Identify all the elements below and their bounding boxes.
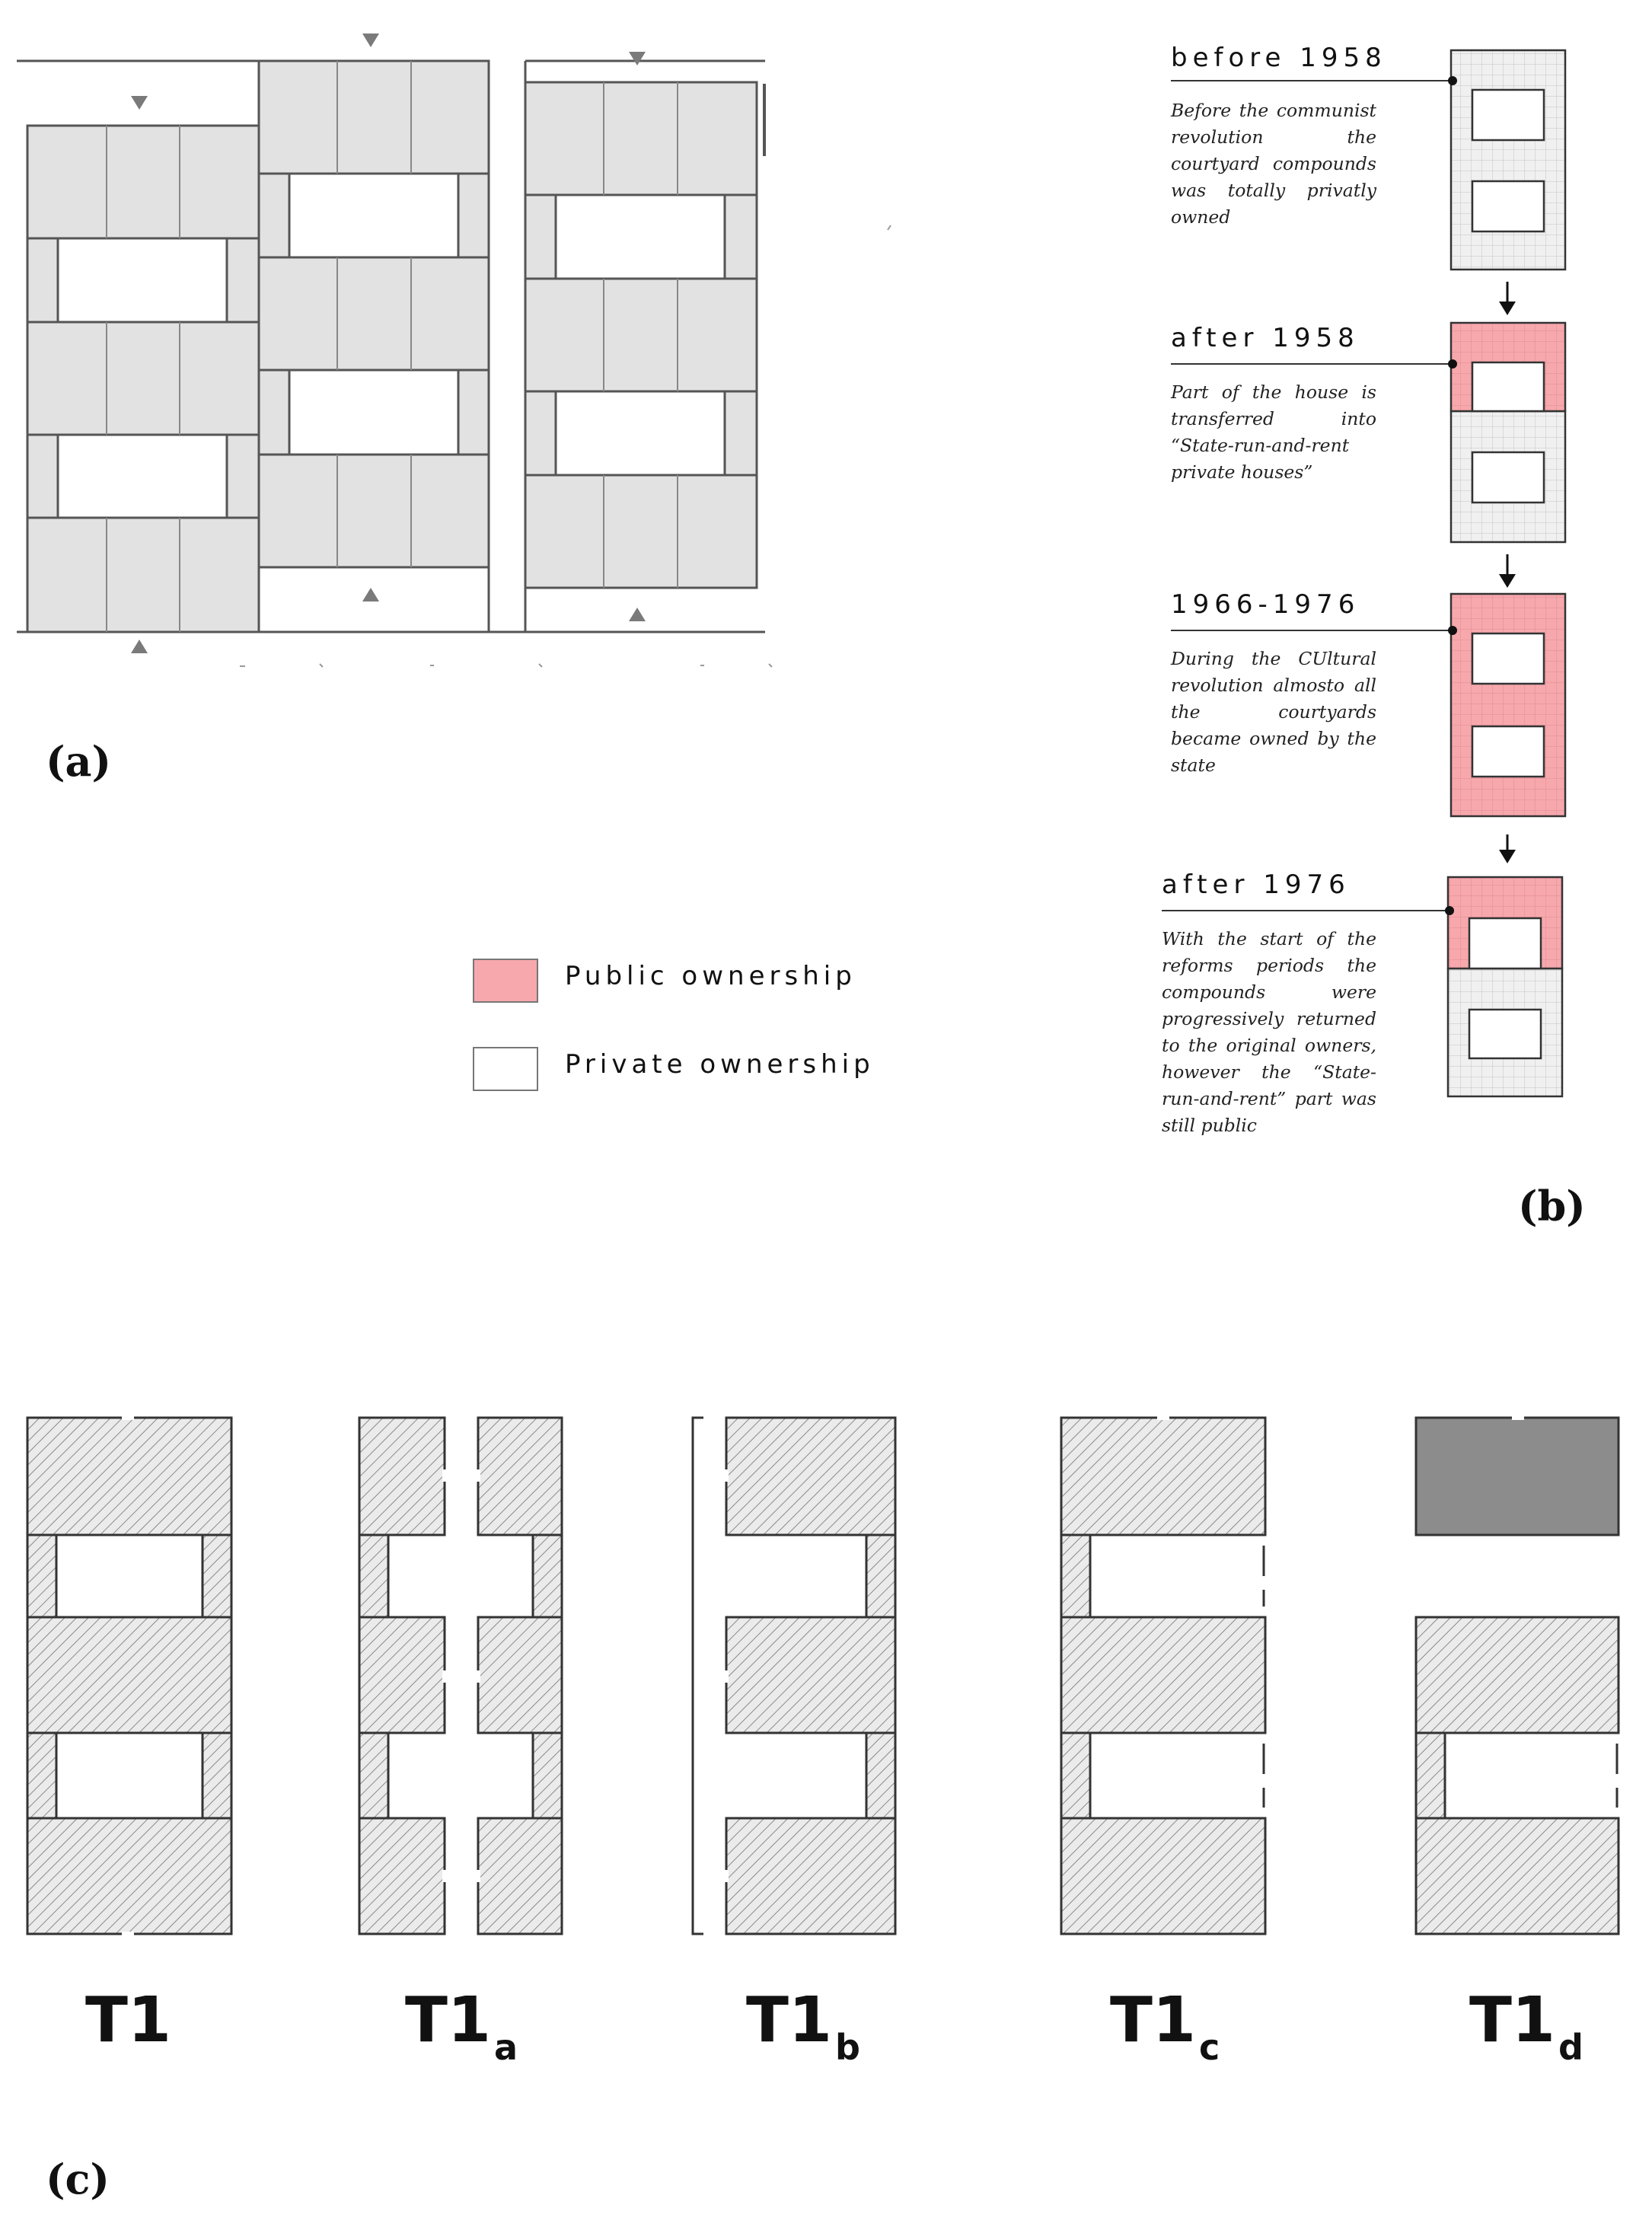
- type-t1a-diagram: [359, 1418, 562, 1934]
- compound-1: [27, 126, 259, 632]
- stage-1-diagram: [1451, 50, 1565, 270]
- type-label-t1a: $T1_a$: [405, 1984, 518, 2068]
- panel-a-site-plan: [17, 34, 891, 667]
- legend-swatch-private: [474, 1048, 537, 1090]
- type-t1b-diagram: [693, 1418, 895, 1934]
- timeline-title-2: after 1958: [1171, 323, 1360, 353]
- panel-label-a: (a): [46, 737, 112, 786]
- entrance-marker: [629, 608, 646, 621]
- legend-swatch-public: [474, 959, 537, 1002]
- type-label-t1: T1: [85, 1984, 171, 2056]
- stage-3-diagram: [1451, 594, 1565, 816]
- timeline-desc-2: Part of the house is transferred into “State-run-and-rent private houses”: [1171, 381, 1376, 483]
- stage-4-diagram: [1448, 877, 1562, 1096]
- timeline-title-4: after 1976: [1162, 869, 1351, 900]
- type-label-t1c: $T1_c$: [1110, 1984, 1220, 2068]
- entrance-marker: [629, 52, 646, 65]
- type-t1-diagram: [27, 1418, 231, 1934]
- timeline-desc-1: Before the communist revolution the courtyard compounds was totally privatly owned: [1171, 100, 1376, 228]
- entrance-marker: [362, 34, 379, 47]
- legend-label-private: Private ownership: [565, 1049, 875, 1080]
- timeline-title-1: before 1958: [1171, 43, 1387, 73]
- timeline-desc-4: With the start of the reforms periods the compounds were progressively returned to the original owners, however the “State-run-and-rent” part was still public: [1162, 928, 1376, 1136]
- legend-label-public: Public ownership: [565, 961, 856, 991]
- panel-label-b: (b): [1518, 1182, 1586, 1230]
- type-label-t1d: $T1_d$: [1469, 1984, 1583, 2068]
- type-label-t1b: $T1_b$: [746, 1984, 860, 2068]
- legend-swatches: [474, 959, 537, 1090]
- compound-2: [259, 61, 489, 567]
- entrance-marker: [131, 640, 148, 653]
- compound-3: [525, 82, 757, 588]
- timeline-desc-3: During the CUltural revolution almosto all the courtyards became owned by the state: [1171, 648, 1376, 776]
- entrance-marker: [131, 96, 148, 110]
- type-t1c-diagram: [1061, 1418, 1265, 1934]
- panel-label-c: (c): [46, 2155, 110, 2203]
- panel-c-types: [27, 1418, 1619, 1934]
- entrance-marker: [362, 588, 379, 601]
- stage-2-diagram: [1451, 323, 1565, 542]
- timeline-title-3: 1966-1976: [1171, 589, 1360, 620]
- type-t1d-diagram: [1416, 1418, 1619, 1934]
